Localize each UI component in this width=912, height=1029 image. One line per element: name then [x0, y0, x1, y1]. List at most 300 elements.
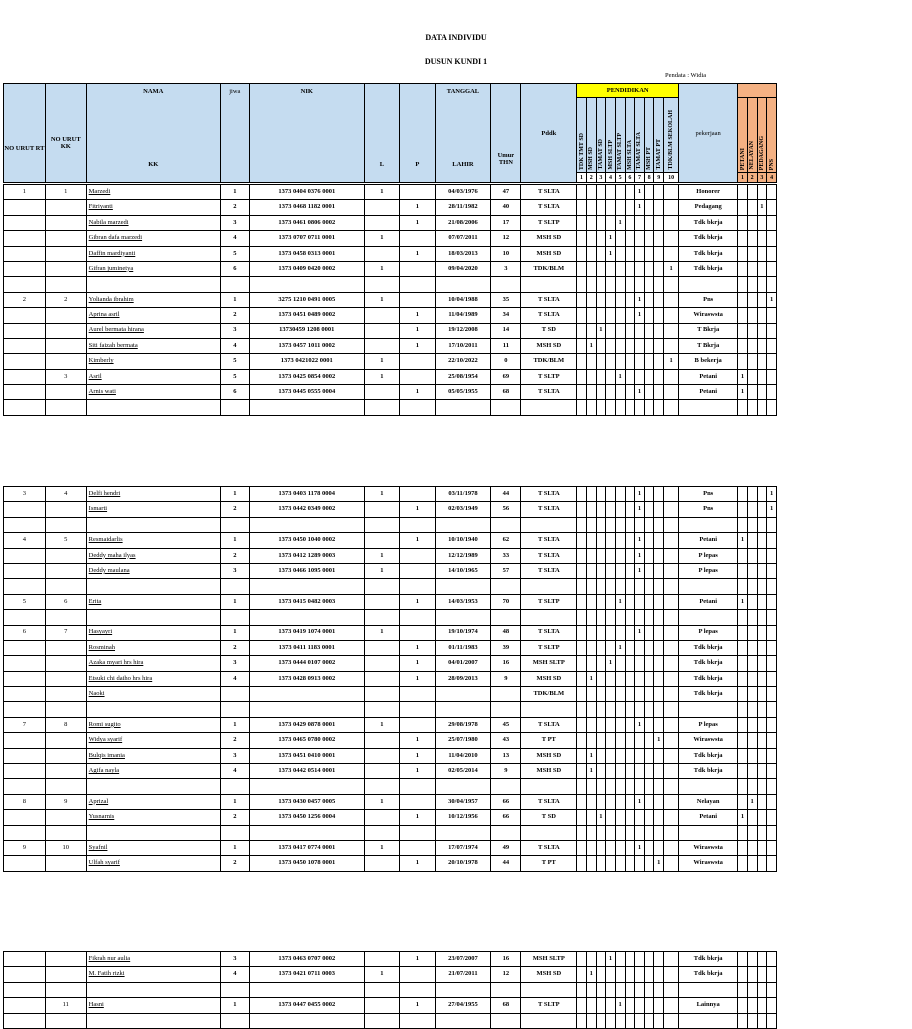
empty-cell	[738, 400, 748, 415]
cell-l	[364, 998, 399, 1013]
empty-cell	[664, 779, 679, 794]
empty-cell	[625, 400, 635, 415]
cell-pekerjaan-kat-1	[738, 967, 748, 982]
empty-cell	[435, 610, 491, 625]
cell-pekerjaan-kat-2: 1	[747, 794, 757, 809]
cell-no-rt	[4, 215, 46, 230]
cell-l	[364, 385, 399, 400]
empty-cell	[654, 277, 664, 292]
empty-cell	[635, 702, 645, 717]
table-row	[4, 702, 777, 717]
empty-cell	[767, 982, 777, 997]
cell-pendidikan-5	[615, 200, 625, 215]
empty-cell	[364, 610, 399, 625]
header-pend-num: 2	[586, 173, 596, 183]
cell-pendidikan-10	[664, 998, 679, 1013]
cell-pendidikan-4	[606, 967, 616, 982]
cell-pendidikan-9	[654, 810, 664, 825]
empty-cell	[364, 982, 399, 997]
cell-pekerjaan: Wiraswsta	[679, 308, 738, 323]
empty-cell	[586, 825, 596, 840]
header-pddk: Pddk	[521, 84, 577, 183]
cell-pekerjaan: Tdk bkrja	[679, 748, 738, 763]
cell-no-kk: 3	[45, 369, 86, 384]
cell-lahir	[435, 687, 491, 702]
cell-pendidikan-5	[615, 487, 625, 502]
cell-pekerjaan-kat-4: 1	[767, 487, 777, 502]
cell-lahir: 20/10/1978	[435, 856, 491, 871]
cell-nama: Arnis wati	[86, 385, 220, 400]
empty-cell	[220, 825, 249, 840]
cell-pendidikan-6	[625, 354, 635, 369]
cell-pendidikan-2	[586, 354, 596, 369]
cell-pekerjaan-kat-2	[747, 840, 757, 855]
empty-cell	[644, 579, 654, 594]
empty-cell	[625, 517, 635, 532]
empty-cell	[615, 702, 625, 717]
cell-pendidikan-5	[615, 952, 625, 967]
table-row	[4, 671, 777, 686]
empty-cell	[635, 982, 645, 997]
cell-no-kk	[45, 308, 86, 323]
cell-pekerjaan-kat-1	[738, 308, 748, 323]
cell-umur	[491, 687, 521, 702]
empty-cell	[747, 277, 757, 292]
cell-lahir: 28/11/1982	[435, 200, 491, 215]
cell-pendidikan-6	[625, 794, 635, 809]
cell-pendidikan-1	[577, 185, 587, 200]
cell-pendidikan-2	[586, 594, 596, 609]
empty-cell	[400, 277, 435, 292]
cell-pekerjaan-kat-3	[757, 502, 767, 517]
empty-cell	[679, 825, 738, 840]
cell-nama: Kimberly	[86, 354, 220, 369]
cell-pendidikan-4	[606, 625, 616, 640]
cell-l	[364, 323, 399, 338]
cell-pekerjaan-kat-4	[767, 548, 777, 563]
cell-pekerjaan-kat-1	[738, 656, 748, 671]
cell-pendidikan-10	[664, 548, 679, 563]
cell-p: 1	[400, 748, 435, 763]
cell-jiwa: 5	[220, 354, 249, 369]
cell-p: 1	[400, 998, 435, 1013]
cell-pendidikan-4	[606, 717, 616, 732]
cell-pendidikan-3	[596, 354, 606, 369]
cell-l: 1	[364, 548, 399, 563]
cell-pekerjaan-kat-1	[738, 354, 748, 369]
cell-jiwa: 5	[220, 369, 249, 384]
empty-cell	[757, 277, 767, 292]
cell-jiwa: 3	[220, 748, 249, 763]
cell-jiwa: 1	[220, 533, 249, 548]
cell-pekerjaan-kat-1: 1	[738, 533, 748, 548]
cell-pekerjaan-kat-2	[747, 733, 757, 748]
cell-nik: 1373 0450 1078 0001	[249, 856, 364, 871]
cell-pekerjaan-kat-1: 1	[738, 810, 748, 825]
cell-pendidikan-7	[635, 231, 645, 246]
cell-pekerjaan: T Bkrja	[679, 338, 738, 353]
empty-cell	[615, 277, 625, 292]
cell-pendidikan-8	[644, 369, 654, 384]
cell-pendidikan-7	[635, 810, 645, 825]
cell-pekerjaan-kat-2	[747, 952, 757, 967]
cell-no-kk	[45, 354, 86, 369]
cell-no-kk	[45, 502, 86, 517]
cell-lahir: 25/07/1980	[435, 733, 491, 748]
cell-pendidikan-1	[577, 502, 587, 517]
cell-pekerjaan-kat-4	[767, 764, 777, 779]
cell-pddk: MSH SD	[521, 967, 577, 982]
empty-cell	[435, 702, 491, 717]
cell-pekerjaan-kat-3	[757, 764, 767, 779]
cell-pekerjaan-kat-3	[757, 563, 767, 578]
cell-pendidikan-3	[596, 967, 606, 982]
cell-nama: M. Fatih rizki	[86, 967, 220, 982]
header-no-urut-kk: NO URUT KK	[45, 84, 86, 183]
cell-nik: 1373 0450 1256 0004	[249, 810, 364, 825]
cell-pekerjaan: P lepas	[679, 563, 738, 578]
cell-nik: 1373 0468 1182 0001	[249, 200, 364, 215]
cell-pendidikan-1	[577, 246, 587, 261]
cell-pendidikan-10	[664, 748, 679, 763]
cell-pendidikan-3	[596, 717, 606, 732]
cell-pendidikan-9	[654, 563, 664, 578]
empty-cell	[400, 400, 435, 415]
cell-pekerjaan-kat-4	[767, 200, 777, 215]
empty-cell	[521, 982, 577, 997]
cell-lahir: 28/09/2013	[435, 671, 491, 686]
cell-umur: 35	[491, 292, 521, 307]
cell-l	[364, 594, 399, 609]
empty-cell	[606, 982, 616, 997]
cell-p	[400, 487, 435, 502]
cell-pendidikan-6	[625, 200, 635, 215]
cell-pekerjaan-kat-2	[747, 487, 757, 502]
cell-pekerjaan: P lepas	[679, 625, 738, 640]
cell-umur: 49	[491, 840, 521, 855]
cell-l: 1	[364, 354, 399, 369]
empty-cell	[521, 1013, 577, 1028]
cell-pendidikan-8	[644, 671, 654, 686]
empty-cell	[86, 277, 220, 292]
cell-pekerjaan-kat-4	[767, 385, 777, 400]
cell-pekerjaan-kat-4	[767, 338, 777, 353]
cell-pendidikan-2	[586, 563, 596, 578]
table-row	[4, 764, 777, 779]
cell-pendidikan-9	[654, 840, 664, 855]
cell-no-rt	[4, 323, 46, 338]
cell-pendidikan-3	[596, 687, 606, 702]
cell-nama: Gifran juminetya	[86, 261, 220, 276]
cell-pendidikan-10	[664, 625, 679, 640]
cell-pendidikan-8	[644, 548, 654, 563]
cell-no-kk: 1	[45, 185, 86, 200]
cell-pendidikan-1	[577, 952, 587, 967]
cell-pendidikan-6	[625, 231, 635, 246]
table-header	[3, 83, 777, 183]
empty-cell	[767, 579, 777, 594]
cell-no-rt	[4, 338, 46, 353]
table-row	[4, 548, 777, 563]
cell-umur: 12	[491, 231, 521, 246]
cell-pddk: T SLTA	[521, 548, 577, 563]
cell-pekerjaan-kat-1: 1	[738, 385, 748, 400]
cell-nik: 1373 0442 0349 0002	[249, 502, 364, 517]
cell-pendidikan-10	[664, 671, 679, 686]
cell-nik: 1373 0465 0780 0002	[249, 733, 364, 748]
cell-p: 1	[400, 952, 435, 967]
cell-pendidikan-9	[654, 369, 664, 384]
cell-pendidikan-10	[664, 200, 679, 215]
cell-pendidikan-9	[654, 385, 664, 400]
cell-pendidikan-4	[606, 369, 616, 384]
empty-cell	[4, 517, 46, 532]
cell-pendidikan-1	[577, 323, 587, 338]
empty-cell	[364, 779, 399, 794]
cell-pendidikan-6	[625, 998, 635, 1013]
cell-pendidikan-7: 1	[635, 292, 645, 307]
cell-pendidikan-4	[606, 840, 616, 855]
cell-no-rt: 1	[4, 185, 46, 200]
empty-cell	[45, 579, 86, 594]
empty-cell	[220, 517, 249, 532]
cell-pekerjaan-kat-3	[757, 625, 767, 640]
cell-nama: Erita	[86, 594, 220, 609]
cell-pekerjaan-kat-3	[757, 656, 767, 671]
empty-cell	[635, 610, 645, 625]
cell-pendidikan-7	[635, 733, 645, 748]
cell-jiwa: 2	[220, 640, 249, 655]
cell-pendidikan-1	[577, 640, 587, 655]
cell-pekerjaan-kat-3	[757, 323, 767, 338]
cell-no-rt: 7	[4, 717, 46, 732]
cell-nik: 1373 0409 0420 0002	[249, 261, 364, 276]
cell-pendidikan-5	[615, 354, 625, 369]
cell-pekerjaan-kat-3	[757, 952, 767, 967]
cell-l	[364, 671, 399, 686]
cell-jiwa: 1	[220, 717, 249, 732]
empty-cell	[45, 702, 86, 717]
cell-pekerjaan-kat-3	[757, 594, 767, 609]
empty-cell	[249, 400, 364, 415]
cell-pekerjaan-kat-2	[747, 717, 757, 732]
cell-umur: 56	[491, 502, 521, 517]
empty-cell	[644, 517, 654, 532]
cell-pekerjaan-kat-2	[747, 656, 757, 671]
header-nama: NAMA KK	[86, 84, 220, 183]
cell-pendidikan-8	[644, 292, 654, 307]
cell-nama: Romi sugito	[86, 717, 220, 732]
empty-cell	[4, 400, 46, 415]
cell-pekerjaan-kat-2	[747, 385, 757, 400]
cell-pddk: T SLTP	[521, 998, 577, 1013]
cell-pendidikan-5	[615, 625, 625, 640]
cell-pekerjaan-kat-3	[757, 354, 767, 369]
empty-cell	[767, 277, 777, 292]
cell-pekerjaan-kat-2	[747, 748, 757, 763]
cell-pekerjaan-kat-3	[757, 748, 767, 763]
table-row	[4, 215, 777, 230]
cell-pekerjaan-kat-4	[767, 656, 777, 671]
cell-nik: 1373 0411 1183 0001	[249, 640, 364, 655]
cell-nik: 1373 0419 1074 0001	[249, 625, 364, 640]
cell-pekerjaan: Pedagang	[679, 200, 738, 215]
cell-pendidikan-7: 1	[635, 502, 645, 517]
cell-pendidikan-6	[625, 625, 635, 640]
cell-jiwa: 2	[220, 308, 249, 323]
cell-jiwa: 1	[220, 998, 249, 1013]
cell-pendidikan-3	[596, 308, 606, 323]
cell-nama: Nabila marzedi	[86, 215, 220, 230]
cell-nik: 1373 0707 0711 0001	[249, 231, 364, 246]
cell-nama: Resmaidarlis	[86, 533, 220, 548]
cell-jiwa: 1	[220, 840, 249, 855]
cell-pddk: TDK/BLM	[521, 687, 577, 702]
cell-pekerjaan-kat-3	[757, 231, 767, 246]
empty-cell	[4, 610, 46, 625]
empty-cell	[615, 517, 625, 532]
cell-pendidikan-8	[644, 967, 654, 982]
table-row	[4, 292, 777, 307]
cell-pendidikan-6	[625, 487, 635, 502]
cell-pendidikan-7: 1	[635, 487, 645, 502]
cell-umur: 34	[491, 308, 521, 323]
cell-pendidikan-7	[635, 640, 645, 655]
cell-pendidikan-1	[577, 656, 587, 671]
cell-pekerjaan-kat-3	[757, 261, 767, 276]
cell-pendidikan-3	[596, 840, 606, 855]
cell-pekerjaan-kat-1	[738, 640, 748, 655]
cell-pekerjaan-kat-1	[738, 687, 748, 702]
cell-p: 1	[400, 200, 435, 215]
cell-jiwa: 3	[220, 952, 249, 967]
cell-no-kk	[45, 656, 86, 671]
table-row	[4, 748, 777, 763]
cell-pekerjaan: Wiraswsta	[679, 840, 738, 855]
table-row	[4, 563, 777, 578]
cell-pendidikan-2	[586, 261, 596, 276]
cell-no-kk: 11	[45, 998, 86, 1013]
cell-pekerjaan-kat-1	[738, 323, 748, 338]
cell-pendidikan-4	[606, 764, 616, 779]
cell-nik: 1373 0461 0806 0002	[249, 215, 364, 230]
cell-pendidikan-3	[596, 794, 606, 809]
empty-cell	[45, 517, 86, 532]
cell-nama: Daffin mardiyanti	[86, 246, 220, 261]
cell-pendidikan-2	[586, 487, 596, 502]
cell-pekerjaan-kat-2	[747, 548, 757, 563]
cell-l	[364, 215, 399, 230]
cell-pekerjaan: Honorer	[679, 185, 738, 200]
cell-pekerjaan-kat-4: 1	[767, 502, 777, 517]
cell-lahir: 02/05/2014	[435, 764, 491, 779]
cell-pendidikan-5	[615, 308, 625, 323]
cell-pekerjaan-kat-1	[738, 215, 748, 230]
cell-pendidikan-1	[577, 594, 587, 609]
cell-pendidikan-1	[577, 385, 587, 400]
cell-pendidikan-2	[586, 231, 596, 246]
cell-umur: 9	[491, 764, 521, 779]
cell-no-kk	[45, 323, 86, 338]
cell-p: 1	[400, 323, 435, 338]
cell-pendidikan-10	[664, 733, 679, 748]
cell-pendidikan-2: 1	[586, 671, 596, 686]
cell-pendidikan-10	[664, 215, 679, 230]
header-pend-col-3: TAMAT SD	[596, 98, 606, 173]
cell-pendidikan-1	[577, 733, 587, 748]
cell-pendidikan-7	[635, 687, 645, 702]
cell-lahir: 01/11/1983	[435, 640, 491, 655]
empty-cell	[635, 579, 645, 594]
cell-pendidikan-2	[586, 215, 596, 230]
cell-pendidikan-9	[654, 656, 664, 671]
cell-lahir: 14/03/1953	[435, 594, 491, 609]
table-row	[4, 369, 777, 384]
cell-umur: 48	[491, 625, 521, 640]
table-row	[4, 231, 777, 246]
cell-pddk: T SLTA	[521, 840, 577, 855]
header-jiwa: jiwa	[220, 84, 249, 183]
cell-pendidikan-9	[654, 640, 664, 655]
cell-pekerjaan: Tdk bkrja	[679, 967, 738, 982]
table-row	[4, 323, 777, 338]
cell-pekerjaan-kat-4	[767, 231, 777, 246]
empty-cell	[615, 579, 625, 594]
cell-pendidikan-6	[625, 502, 635, 517]
cell-no-rt	[4, 369, 46, 384]
cell-nik: 1373 0463 0707 0002	[249, 952, 364, 967]
cell-pendidikan-5	[615, 563, 625, 578]
cell-pendidikan-1	[577, 354, 587, 369]
cell-pekerjaan-kat-1	[738, 200, 748, 215]
cell-pendidikan-7	[635, 369, 645, 384]
cell-pendidikan-3	[596, 748, 606, 763]
cell-no-rt: 5	[4, 594, 46, 609]
cell-pendidikan-5	[615, 840, 625, 855]
header-pek-num: 1	[738, 173, 748, 183]
cell-pendidikan-4: 1	[606, 656, 616, 671]
empty-cell	[757, 400, 767, 415]
empty-cell	[606, 517, 616, 532]
cell-pekerjaan-kat-2	[747, 967, 757, 982]
cell-lahir: 23/07/2007	[435, 952, 491, 967]
empty-cell	[738, 517, 748, 532]
cell-pekerjaan-kat-4	[767, 369, 777, 384]
document-title: DATA INDIVIDU	[425, 33, 487, 42]
empty-cell	[664, 579, 679, 594]
empty-cell	[747, 1013, 757, 1028]
empty-cell	[596, 400, 606, 415]
cell-pendidikan-1	[577, 794, 587, 809]
empty-cell	[491, 517, 521, 532]
cell-jiwa: 3	[220, 656, 249, 671]
cell-pendidikan-5	[615, 687, 625, 702]
cell-nama: Delfi hendri	[86, 487, 220, 502]
cell-pendidikan-3	[596, 563, 606, 578]
cell-pendidikan-2	[586, 625, 596, 640]
cell-nik: 3275 1210 0491 0005	[249, 292, 364, 307]
cell-pendidikan-1	[577, 231, 587, 246]
empty-cell	[4, 825, 46, 840]
cell-pekerjaan-kat-4	[767, 717, 777, 732]
cell-pendidikan-4	[606, 998, 616, 1013]
cell-pendidikan-6	[625, 764, 635, 779]
cell-pendidikan-4	[606, 640, 616, 655]
header-pek-num: 4	[767, 173, 777, 183]
empty-cell	[364, 702, 399, 717]
cell-pendidikan-10	[664, 952, 679, 967]
cell-pekerjaan-kat-4	[767, 261, 777, 276]
